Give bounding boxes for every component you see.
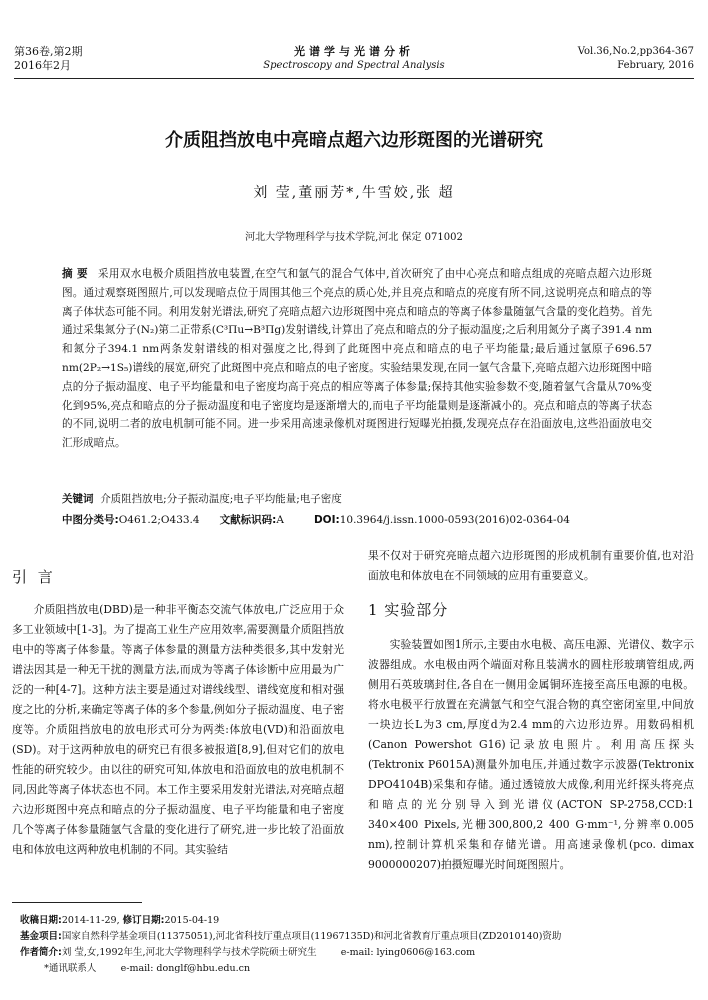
received-label: 收稿日期: xyxy=(20,915,62,926)
footnote-divider xyxy=(12,902,142,903)
footnotes xyxy=(20,913,700,977)
abstract-label: 摘 要 xyxy=(62,268,88,280)
corresponding-mark: *通讯联系人 xyxy=(44,963,97,974)
intro-continuation: 果不仅对于研究亮暗点超六边形斑图的形成机制有重要价值,也对沿面放电和体放电在不同领域的应用有重要意义。 xyxy=(368,549,694,582)
fund-text: 国家自然科学基金项目(11375051),河北省科技厅重点项目(11967135D)和河北省教育厅重点项目(ZD2010140)资助 xyxy=(61,931,562,942)
received-date: 2014-11-29, xyxy=(61,915,120,926)
doi-value[interactable]: 10.3964/j.issn.1000-0593(2016)02-0364-04 xyxy=(339,514,570,526)
doc-code-label: 文献标识码: xyxy=(219,514,277,526)
citation-info xyxy=(578,45,694,73)
volume-pages: Vol.36,No.2,pp364-367 xyxy=(577,46,694,57)
experiment-paragraph: 实验装置如图1所示,主要由水电极、高压电源、光谱仪、数字示波器组成。水电极由两个端面对称且装满水的圆柱形玻璃管组成,两侧用石英玻璃封住,各自在一侧用金属铜环连接至高压电源的电极。将水电极平行放置在充满氩气和空气混合物的真空密闭室里,中间放一块边长L为3 cm,厚度d为2.4 mm的六边形边界。用数码相机(Canon Powershot G16)记录放电照片。利用高压探头(Tektronix P6015A)测量外加电压,并通过数字示波器(Tektronix DPO4104B)采集和存储。通过透镜放大成像,利用光纤探头将亮点和暗点的光分别导入到光谱仪(ACTON SP-2758,CCD:1 340×400 Pixels,光栅300,800,2 400 G·mm⁻¹,分辨率0.005 nm),控制计算机采集和存储光谱。用高速录像机(pco. dimax 9000000207)拍摄短曝光时间斑图照片。 xyxy=(368,638,694,871)
doi-label: DOI: xyxy=(313,514,340,526)
keywords xyxy=(62,491,662,507)
journal-name-cn: 光谱学与光谱分析 xyxy=(294,45,414,58)
experiment-heading: 1 实验部分 xyxy=(368,601,449,619)
fund-row xyxy=(20,929,700,945)
paper-title: 介质阻挡放电中亮暗点超六边形斑图的光谱研究 xyxy=(165,130,543,151)
intro-heading: 引 言 xyxy=(12,568,56,586)
dates-row xyxy=(20,913,700,929)
classification-line xyxy=(62,512,662,528)
experiment-body xyxy=(368,635,694,875)
clc-value: O461.2;O433.4 xyxy=(118,514,200,526)
author-row xyxy=(20,945,700,961)
author-bio-label: 作者简介: xyxy=(20,947,62,958)
intro-body xyxy=(12,600,344,860)
abstract xyxy=(62,265,652,453)
corresponding-email[interactable]: e-mail: donglf@hbu.edu.cn xyxy=(120,963,251,974)
corresponding-row xyxy=(20,961,700,977)
journal-name-en: Spectroscopy and Spectral Analysis xyxy=(263,60,445,71)
paper-authors: 刘 莹,董丽芳*,牛雪姣,张 超 xyxy=(253,185,455,201)
fund-label: 基金项目: xyxy=(20,931,62,942)
keywords-label: 关键词 xyxy=(62,493,94,505)
header-divider xyxy=(14,78,694,79)
issue-date: 2016年2月 xyxy=(14,59,71,72)
volume-issue: 第36卷,第2期 xyxy=(14,45,83,58)
keywords-text: 介质阻挡放电;分子振动温度;电子平均能量;电子密度 xyxy=(100,493,342,505)
publication-month: February, 2016 xyxy=(617,60,694,71)
author-email[interactable]: e-mail: lying0606@163.com xyxy=(340,947,476,958)
affiliation: 河北大学物理科学与技术学院,河北 保定 071002 xyxy=(245,232,463,243)
revised-date: 2015-04-19 xyxy=(164,915,220,926)
revised-label: 修订日期: xyxy=(122,915,165,926)
abstract-text: 采用双水电极介质阻挡放电装置,在空气和氩气的混合气体中,首次研究了由中心亮点和暗点组成的亮暗点超六边形斑图。通过观察斑图照片,可以发现暗点位于周围其他三个亮点的质心处,并且亮点和暗点的亮度有所不同,这说明亮点和暗点的等离子体状态可能不同。利用发射光谱法,研究了亮暗点超六边形斑图中亮点和暗点的等离子体参量随氩气含量的变化趋势。首先通过采集氮分子(N₂)第二正带系(C³Πu→B³Πg)发射谱线,计算出了亮点和暗点的分子振动温度;之后利用氮分子离子391.4 nm和氮分子394.1 nm两条发射谱线的相对强度之比,得到了此斑图中亮点和暗点的电子平均能量;最后通过氩原子696.57 nm(2P₂→1S₅)谱线的展宽,研究了此斑图中亮点和暗点的电子密度。实验结果发现,在同一氩气含量下,亮暗点超六边形斑图中暗点的分子振动温度、电子平均能量和电子密度均高于亮点的相应等离子体参量;保持其他实验参数不变,随着氩气含量从70%变化到95%,亮点和暗点的分子振动温度和电子密度均是逐渐增大的,而电子平均能量则是逐渐减小的。亮点和暗点的等离子状态的不同,说明二者的放电机制可能不同。进一步采用高速录像机对斑图进行短曝光拍摄,发现亮点存在沿面放电,这些沿面放电交汇形成暗点。 xyxy=(62,268,652,450)
author-bio: 刘 莹,女,1992年生,河北大学物理科学与技术学院硕士研究生 xyxy=(61,947,317,958)
intro-paragraph: 介质阻挡放电(DBD)是一种非平衡态交流气体放电,广泛应用于众多工业领域中[1-3]。为了提高工业生产应用效率,需要测量介质阻挡放电中的等离子体参量。等离子体参量的测量方法种类很多,其中发射光谱法因其是一种无干扰的测量方法,而成为等离子体诊断中应用最为广泛的一种[4-7]。这种方法主要是通过对谱线线型、谱线宽度和相对强度之比的分析,来确定等离子体的多个参量,例如分子振动温度、电子密度等。介质阻挡放电的放电形式可分为两类:体放电(VD)和沿面放电(SD)。对于这两种放电的研究已有很多被报道[8,9],但对它们的放电性能的研究较少。由以往的研究可知,体放电和沿面放电的放电机制不同,因此等离子体状态也不同。本工作主要采用发射光谱法,对亮暗点超六边形斑图中亮点和暗点的分子振动温度、电子平均能量和电子密度几个等离子体参量随氩气含量的变化进行了研究,进一步比较了沿面放电和体放电这两种放电机制的不同。其实验结 xyxy=(12,603,344,856)
clc-label: 中图分类号: xyxy=(62,514,119,526)
doc-code-value: A xyxy=(276,514,284,526)
